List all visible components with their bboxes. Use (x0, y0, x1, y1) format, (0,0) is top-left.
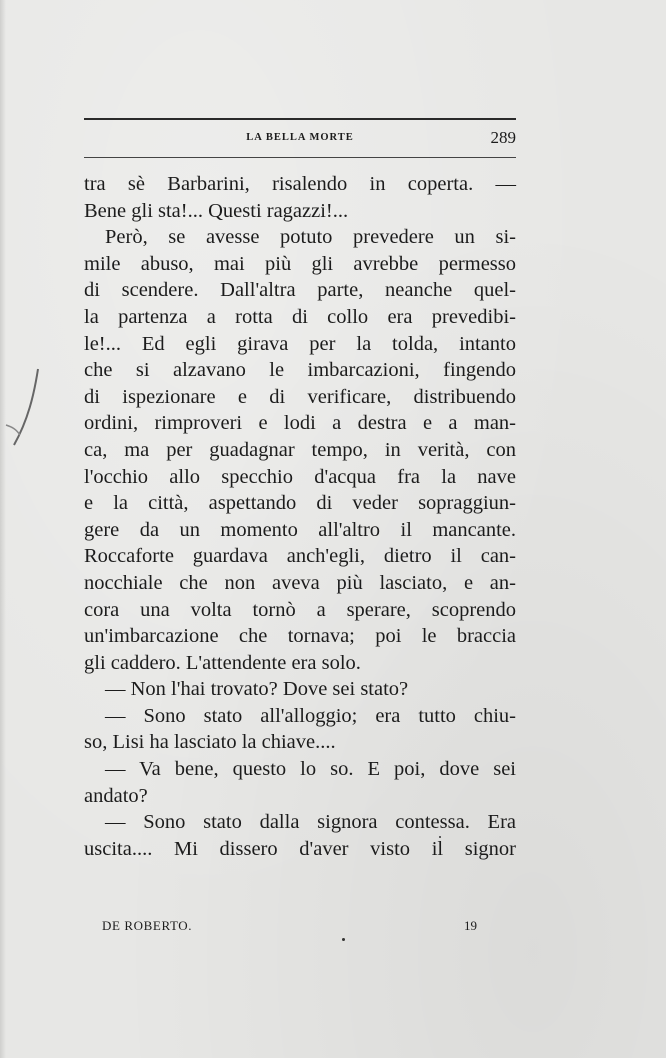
text-line: la partenza a rotta di collo era prevedibi- (84, 305, 516, 328)
text-line: — Sono stato all'alloggio; era tutto chiu- (105, 704, 516, 727)
text-line: gli caddero. L'attendente era solo. (84, 651, 361, 674)
text-line: tra sè Barbarini, risalendo in coperta. — (84, 173, 516, 195)
text-line: ordini, rimproveri e lodi a destra e a man- (84, 412, 516, 435)
running-title: LA BELLA MORTE (246, 132, 354, 143)
page-edge-shadow (0, 0, 6, 1058)
text-line: mile abuso, mai più gli avrebbe permesso (84, 252, 516, 275)
signature-number: 19 (464, 918, 477, 933)
text-line: — Sono stato dalla signora contessa. Era (105, 811, 516, 834)
text-line: Roccaforte guardava anch'egli, dietro il can- (84, 545, 516, 568)
text-line: nocchiale che non aveva più lasciato, e an- (84, 571, 516, 594)
body-text (84, 171, 516, 862)
text-line: le!... Ed egli girava per la tolda, intanto (84, 332, 516, 355)
ink-speck (439, 836, 441, 838)
text-line: gere da un momento all'altro il mancante. (84, 518, 516, 541)
text-line: uscita.... Mi dissero d'aver visto il signor (84, 837, 516, 860)
text-line: e la città, aspettando di veder sopraggiun- (84, 492, 516, 515)
text-line: so, Lisi ha lasciato la chiave.... (84, 731, 336, 754)
running-head (84, 127, 516, 151)
header-rule-top (84, 118, 516, 120)
page-number: 289 (490, 128, 516, 147)
footer-author: DE ROBERTO. (102, 918, 193, 933)
text-line: cora una volta tornò a sperare, scoprendo (84, 598, 516, 621)
text-line: un'imbarcazione che tornava; poi le braccia (84, 625, 516, 648)
pencil-mark (4, 365, 44, 455)
text-line: di ispezionare e di verificare, distribuendo (84, 385, 516, 408)
text-line: ca, ma per guadagnar tempo, in verità, con (84, 438, 516, 461)
text-line: di scendere. Dall'altra parte, neanche quel- (84, 279, 516, 302)
text-line: andato? (84, 784, 148, 807)
text-line: Però, se avesse potuto prevedere un si- (105, 226, 516, 249)
footer (84, 918, 516, 938)
text-line: l'occhio allo specchio d'acqua fra la nave (84, 465, 516, 488)
text-line: — Va bene, questo lo so. E poi, dove sei (105, 758, 516, 781)
text-line: Bene gli sta!... Questi ragazzi!... (84, 199, 349, 222)
ink-speck (342, 938, 345, 941)
text-line: — Non l'hai trovato? Dove sei stato? (105, 678, 409, 701)
header-rule-bottom (84, 157, 516, 158)
text-line: che si alzavano le imbarcazioni, fingendo (84, 359, 516, 382)
